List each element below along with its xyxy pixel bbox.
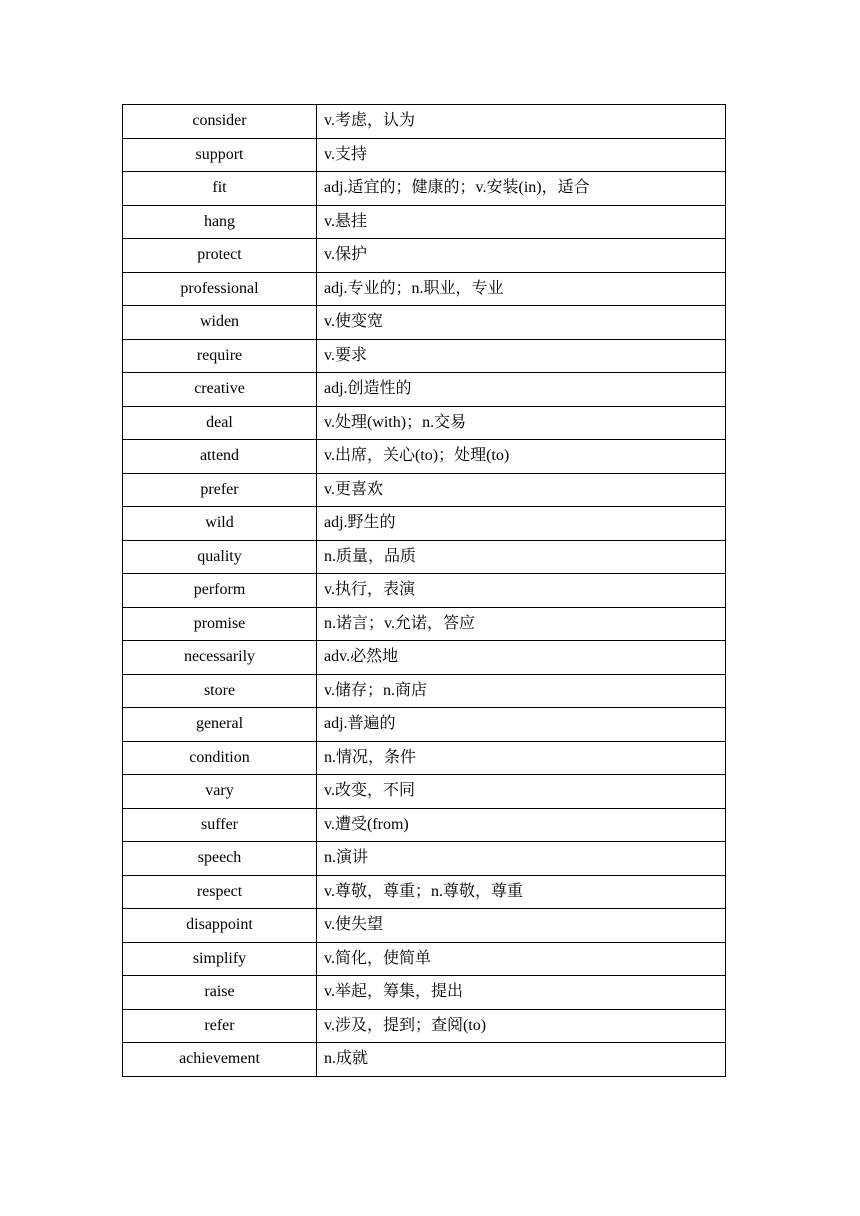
meaning-cell: v.执行，表演	[317, 574, 726, 608]
meaning-cell: n.成就	[317, 1043, 726, 1077]
word-cell: perform	[123, 574, 317, 608]
meaning-cell: v.保护	[317, 239, 726, 273]
meaning-cell: n.情况，条件	[317, 741, 726, 775]
table-row	[123, 607, 726, 641]
table-row	[123, 976, 726, 1010]
meaning-cell: v.考虑，认为	[317, 105, 726, 139]
word-cell: simplify	[123, 942, 317, 976]
table-row	[123, 540, 726, 574]
meaning-cell: adj.适宜的；健康的；v.安装(in)，适合	[317, 172, 726, 206]
word-cell: prefer	[123, 473, 317, 507]
table-row	[123, 842, 726, 876]
table-row	[123, 942, 726, 976]
word-cell: creative	[123, 373, 317, 407]
table-row	[123, 205, 726, 239]
table-row	[123, 339, 726, 373]
word-cell: store	[123, 674, 317, 708]
meaning-cell: v.出席，关心(to)；处理(to)	[317, 440, 726, 474]
word-cell: widen	[123, 306, 317, 340]
meaning-cell: n.诺言；v.允诺，答应	[317, 607, 726, 641]
table-row	[123, 306, 726, 340]
word-cell: raise	[123, 976, 317, 1010]
meaning-cell: adj.创造性的	[317, 373, 726, 407]
word-cell: disappoint	[123, 909, 317, 943]
meaning-cell: v.更喜欢	[317, 473, 726, 507]
word-cell: respect	[123, 875, 317, 909]
table-row	[123, 406, 726, 440]
word-cell: hang	[123, 205, 317, 239]
word-cell: deal	[123, 406, 317, 440]
table-row	[123, 641, 726, 675]
meaning-cell: v.处理(with)；n.交易	[317, 406, 726, 440]
word-cell: refer	[123, 1009, 317, 1043]
table-row	[123, 909, 726, 943]
meaning-cell: v.要求	[317, 339, 726, 373]
table-row	[123, 708, 726, 742]
table-row	[123, 741, 726, 775]
table-row	[123, 239, 726, 273]
table-row	[123, 875, 726, 909]
word-cell: protect	[123, 239, 317, 273]
table-row	[123, 574, 726, 608]
word-cell: general	[123, 708, 317, 742]
table-row	[123, 1009, 726, 1043]
table-row	[123, 272, 726, 306]
meaning-cell: adj.专业的；n.职业，专业	[317, 272, 726, 306]
meaning-cell: v.悬挂	[317, 205, 726, 239]
table-row	[123, 1043, 726, 1077]
word-cell: professional	[123, 272, 317, 306]
word-cell: consider	[123, 105, 317, 139]
vocabulary-table	[122, 104, 726, 1077]
table-row	[123, 808, 726, 842]
table-row	[123, 440, 726, 474]
word-cell: vary	[123, 775, 317, 809]
meaning-cell: n.演讲	[317, 842, 726, 876]
meaning-cell: v.简化，使简单	[317, 942, 726, 976]
meaning-cell: adj.野生的	[317, 507, 726, 541]
vocabulary-table-body	[123, 105, 726, 1077]
word-cell: necessarily	[123, 641, 317, 675]
meaning-cell: v.使失望	[317, 909, 726, 943]
table-row	[123, 105, 726, 139]
word-cell: speech	[123, 842, 317, 876]
meaning-cell: adj.普遍的	[317, 708, 726, 742]
word-cell: wild	[123, 507, 317, 541]
meaning-cell: n.质量，品质	[317, 540, 726, 574]
table-row	[123, 674, 726, 708]
meaning-cell: v.使变宽	[317, 306, 726, 340]
word-cell: condition	[123, 741, 317, 775]
meaning-cell: v.支持	[317, 138, 726, 172]
meaning-cell: v.储存；n.商店	[317, 674, 726, 708]
word-cell: require	[123, 339, 317, 373]
word-cell: fit	[123, 172, 317, 206]
meaning-cell: v.涉及，提到；查阅(to)	[317, 1009, 726, 1043]
word-cell: suffer	[123, 808, 317, 842]
table-row	[123, 473, 726, 507]
meaning-cell: v.举起，筹集，提出	[317, 976, 726, 1010]
table-row	[123, 138, 726, 172]
table-row	[123, 775, 726, 809]
word-cell: support	[123, 138, 317, 172]
word-cell: quality	[123, 540, 317, 574]
table-row	[123, 172, 726, 206]
meaning-cell: v.尊敬，尊重；n.尊敬，尊重	[317, 875, 726, 909]
meaning-cell: v.改变，不同	[317, 775, 726, 809]
word-cell: attend	[123, 440, 317, 474]
table-row	[123, 373, 726, 407]
meaning-cell: adv.必然地	[317, 641, 726, 675]
word-cell: achievement	[123, 1043, 317, 1077]
word-cell: promise	[123, 607, 317, 641]
table-row	[123, 507, 726, 541]
meaning-cell: v.遭受(from)	[317, 808, 726, 842]
